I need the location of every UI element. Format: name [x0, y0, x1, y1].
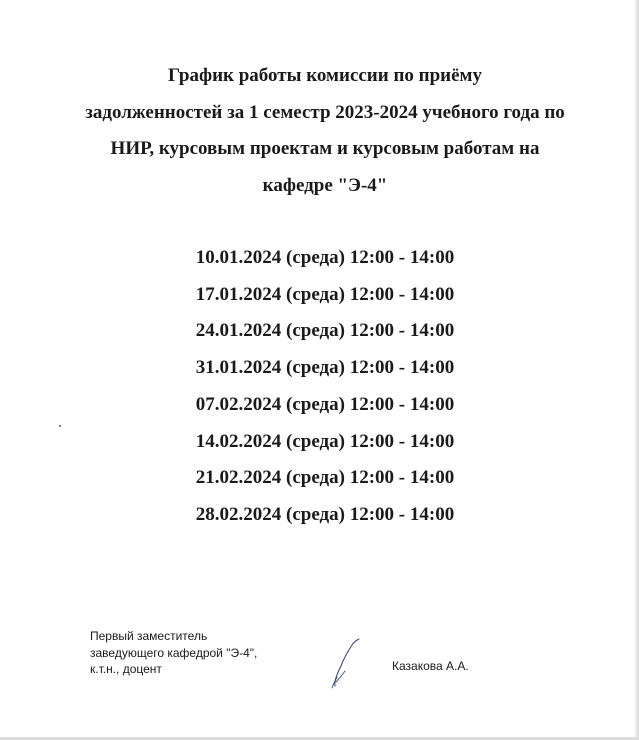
title-line: НИР, курсовым проектам и курсовым работам на — [110, 138, 540, 159]
scan-edge-right — [635, 0, 639, 740]
handwritten-signature — [326, 636, 366, 690]
title-line: задолженностей за 1 семестр 2023-2024 учебного года по — [85, 101, 565, 123]
title-line: кафедре "Э-4" — [262, 174, 388, 196]
title-line: График работы комиссии по приёму — [167, 65, 482, 86]
schedule-item: 21.02.2024 (среда) 12:00 - 14:00 — [195, 467, 455, 489]
schedule-item: 07.02.2024 (среда) 12:00 - 14:00 — [195, 393, 455, 415]
schedule-item: 10.01.2024 (среда) 12:00 - 14:00 — [195, 247, 455, 268]
document-title — [30, 58, 620, 204]
position-line: заведующего кафедрой "Э-4", — [90, 645, 258, 660]
schedule-item: 17.01.2024 (среда) 12:00 - 14:00 — [195, 283, 455, 305]
schedule-item: 28.02.2024 (среда) 12:00 - 14:00 — [195, 503, 455, 525]
position-line: к.т.н., доцент — [90, 662, 162, 676]
schedule-list — [30, 240, 620, 534]
schedule-item: 14.02.2024 (среда) 12:00 - 14:00 — [195, 430, 455, 452]
schedule-item: 24.01.2024 (среда) 12:00 - 14:00 — [195, 320, 455, 342]
signatory-position — [90, 628, 257, 678]
position-line: Первый заместитель — [90, 629, 208, 643]
signatory-name: Казакова А.А. — [392, 659, 469, 673]
scan-speck — [59, 425, 61, 427]
schedule-item: 31.01.2024 (среда) 12:00 - 14:00 — [195, 357, 455, 379]
